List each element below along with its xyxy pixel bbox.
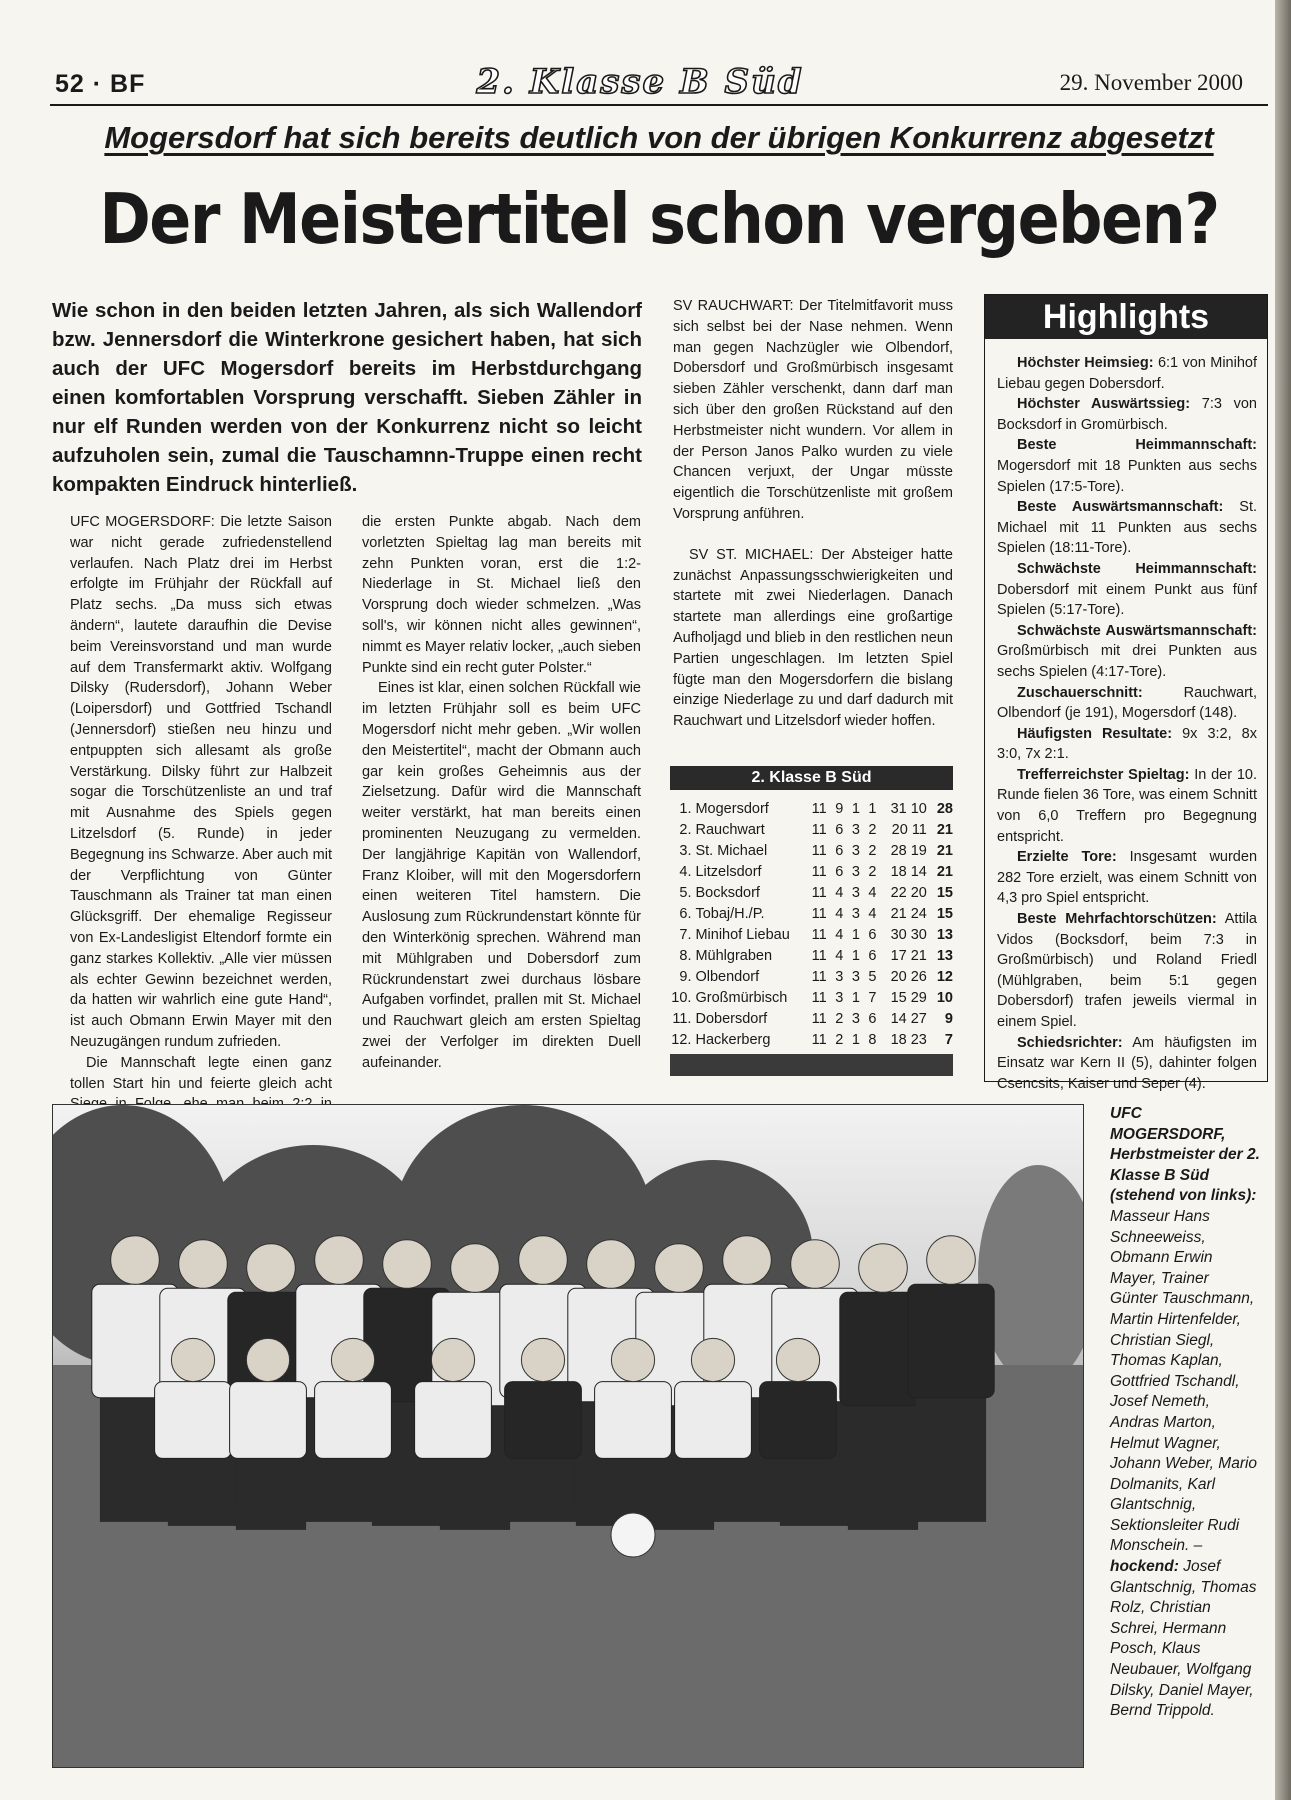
- highlight-item: [997, 724, 1257, 765]
- highlight-item: [997, 765, 1257, 847]
- standings-cell-team: Mogersdorf: [695, 800, 769, 817]
- standings-cell-g: 11: [811, 884, 827, 901]
- article-column-2: [362, 512, 641, 1074]
- table-row: [670, 945, 953, 966]
- table-row: [670, 882, 953, 903]
- standings-cell-pts: 28: [936, 800, 953, 817]
- standings-cell-l: 4: [868, 884, 877, 901]
- standings-cell-w: 4: [835, 884, 844, 901]
- article-kicker: Mogersdorf hat sich bereits deutlich von der übrigen Konkurrenz abgesetzt: [104, 120, 1214, 155]
- table-row: [670, 924, 953, 945]
- standings-cell-d: 1: [851, 947, 860, 964]
- standings-cell-rank: 4.: [679, 863, 692, 880]
- standings-cell-team: Großmürbisch: [695, 989, 788, 1006]
- photo-caption: [1110, 1104, 1260, 1722]
- standings-cell-pts: 15: [936, 905, 953, 922]
- standings-cell-rank: 11.: [672, 1010, 692, 1027]
- standings-cell-d: 3: [851, 821, 860, 838]
- highlight-text: St. Michael mit 11 Punkten aus sechs Spielen (18:11-Tore).: [997, 499, 1258, 557]
- standings-cell-l: 8: [868, 1031, 877, 1048]
- highlight-item: [997, 621, 1257, 683]
- standings-cell-team: St. Michael: [695, 842, 768, 859]
- standings-cell-g: 11: [811, 1031, 827, 1048]
- highlight-label: Höchster Heimsieg:: [1017, 355, 1154, 371]
- standings-cell-d: 3: [851, 884, 860, 901]
- standings-cell-w: 9: [835, 800, 844, 817]
- highlights-box: [984, 294, 1268, 1092]
- standings-cell-goals: 14 27: [890, 1010, 927, 1027]
- page-edge: [1275, 0, 1291, 1800]
- standings-cell-rank: 3.: [679, 842, 692, 859]
- standings-cell-g: 11: [811, 905, 827, 922]
- standings-cell-d: 3: [851, 863, 860, 880]
- highlight-item: [997, 394, 1257, 435]
- standings-cell-team: Hackerberg: [695, 1031, 771, 1048]
- highlight-text: 9x 3:2, 8x 3:0, 7x 2:1.: [997, 725, 1257, 763]
- article-paragraph: SV RAUCHWART: Der Titelmitfavorit muss sich selbst bei der Nase nehmen. Wenn man gegen Nachzügler wie Olbendorf, Dobersdorf und Großmürbisch insgesamt sieben Zähler verschenkt, dann darf man sich über den großen Rückstand auf den Herbstmeister nicht wundern. Vor allem in der Person Janos Palko wurden zu viele Chancen verjuxt, der Ungar müsste eigentlich die Torschützenliste mit großem Vorsprung anführen.: [673, 298, 953, 522]
- standings-cell-l: 7: [868, 989, 877, 1006]
- highlight-item: [997, 847, 1257, 909]
- standings-cell-d: 3: [851, 905, 860, 922]
- standings-cell-rank: 6.: [679, 905, 692, 922]
- highlight-text: Rauchwart, Olbendorf (je 191), Mogersdorf (148).: [997, 684, 1257, 722]
- team-photo: [52, 1104, 1084, 1768]
- article-column-1: [70, 512, 332, 1136]
- standings-cell-goals: 22 20: [890, 884, 927, 901]
- standings-cell-goals: 18 14: [890, 863, 927, 880]
- table-row: [670, 1029, 953, 1050]
- standings-cell-goals: 21 24: [890, 905, 927, 922]
- standings-cell-d: 1: [851, 1031, 860, 1048]
- standings-cell-w: 6: [835, 863, 844, 880]
- standings-cell-team: Dobersdorf: [695, 1010, 768, 1027]
- standings-cell-goals: 20 11: [891, 821, 927, 838]
- standings-cell-w: 2: [835, 1010, 844, 1027]
- highlight-label: Zuschauerschnitt:: [1017, 684, 1143, 701]
- highlight-label: Beste Heimmannschaft:: [1017, 437, 1257, 454]
- standings-cell-l: 2: [868, 842, 877, 859]
- standings-cell-l: 6: [868, 947, 877, 964]
- highlights-list: [985, 339, 1267, 1094]
- page-number: 52 · BF: [55, 70, 146, 98]
- highlight-text: Mogersdorf mit 18 Punkten aus sechs Spielen (17:5-Tore).: [997, 457, 1257, 495]
- standings-table: [670, 766, 953, 1076]
- standings-grid: [670, 798, 953, 1050]
- standings-cell-rank: 1.: [679, 800, 692, 817]
- standings-cell-pts: 13: [936, 947, 953, 964]
- standings-cell-w: 3: [835, 968, 844, 985]
- team-photo-illustration: [53, 1105, 1083, 1767]
- table-row: [670, 966, 953, 987]
- highlight-label: Trefferreichster Spieltag:: [1017, 766, 1190, 783]
- standings-cell-rank: 9.: [679, 968, 692, 985]
- standings-cell-goals: 17 21: [890, 947, 927, 964]
- highlight-label: Schiedsrichter:: [1017, 1034, 1123, 1051]
- standings-cell-goals: 15 29: [890, 989, 927, 1006]
- standings-cell-d: 3: [851, 1010, 860, 1027]
- standings-cell-team: Bocksdorf: [695, 884, 760, 901]
- standings-cell-pts: 10: [936, 989, 953, 1006]
- caption-standing-names: Masseur Hans Schneeweiss, Obmann Erwin Mayer, Trainer Günter Tauschmann, Martin Hirtenfelder, Christian Siegl, Thomas Kaplan, Gottfried Tschandl, Josef Nemeth, Andras Marton, Helmut Wagner, Johann Weber, Mario Dolmanits, Karl Glantschnig, Sektionsleiter Rudi Monschein. –: [1110, 1207, 1258, 1555]
- standings-cell-g: 11: [811, 968, 827, 985]
- article-paragraph: die ersten Punkte abgab. Nach dem vorletzten Spieltag lag man bereits mit zehn Punkten voran, erst die 1:2-Niederlage in St. Michael ließ den Vorsprung doch wieder schmelzen. „Was soll's, wir können nicht alles gewinnen“, nimmt es Mayer relativ locker, „auch sieben Punkte sind ein recht guter Polster.“: [362, 514, 641, 676]
- standings-cell-l: 6: [868, 926, 877, 943]
- standings-cell-w: 4: [835, 947, 844, 964]
- standings-cell-pts: 12: [936, 968, 953, 985]
- standings-cell-g: 11: [811, 947, 827, 964]
- standings-cell-team: Minihof Liebau: [695, 926, 790, 943]
- table-row: [670, 819, 953, 840]
- table-row: [670, 987, 953, 1008]
- highlight-label: Schwächste Auswärtsmannschaft:: [1017, 622, 1257, 639]
- standings-cell-team: Litzelsdorf: [695, 863, 762, 880]
- table-row: [670, 1008, 953, 1029]
- standings-cell-rank: 7.: [679, 926, 692, 943]
- standings-cell-pts: 21: [936, 821, 953, 838]
- highlight-item: [997, 435, 1257, 497]
- standings-cell-g: 11: [811, 1010, 827, 1027]
- highlight-text: In der 10. Runde fielen 36 Tore, was einem Schnitt von 6,0 Treffern pro Begegnung entspricht.: [997, 766, 1257, 845]
- standings-cell-w: 4: [835, 905, 844, 922]
- standings-cell-l: 4: [868, 905, 877, 922]
- highlight-item: [997, 559, 1257, 621]
- standings-cell-d: 1: [851, 989, 860, 1006]
- highlight-item: [997, 497, 1257, 559]
- article-lead: Wie schon in den beiden letzten Jahren, als sich Wallendorf bzw. Jennersdorf die Winterkrone gesichert haben, hat sich auch der UFC Mogersdorf bereits im Herbstdurchgang einen komfortablen Vorsprung verschafft. Sieben Zähler in nur elf Runden werden von der Konkurrenz nicht so leicht aufzuholen sein, zumal die Tauschamnn-Truppe einen recht kompakten Eindruck hinterließ.: [52, 299, 642, 496]
- table-row: [670, 798, 953, 819]
- article-paragraph: Die Mannschaft legte einen ganz tollen Start hin und feierte gleich acht: [70, 1054, 332, 1092]
- highlight-text: 7:3 von Bocksdorf in Gromürbisch.: [997, 396, 1257, 433]
- standings-cell-pts: 7: [944, 1031, 953, 1048]
- standings-cell-rank: 5.: [679, 884, 692, 901]
- highlight-text: Attila Vidos (Bocksdorf, beim 7:3 in Großmürbisch) und Roland Friedl (Mühlgraben, beim 5:1 gegen Dobersdorf) trafen jeweils viermal in einem Spiel.: [997, 911, 1257, 1030]
- standings-cell-g: 11: [811, 821, 827, 838]
- issue-date: 29. November 2000: [1059, 70, 1243, 95]
- standings-cell-rank: 10.: [671, 989, 692, 1006]
- highlight-text: Insgesamt wurden 282 Tore erzielt, was einem Schnitt von 4,3 pro Spiel entspricht.: [997, 849, 1258, 907]
- table-row: [670, 903, 953, 924]
- standings-cell-d: 3: [851, 968, 860, 985]
- highlight-label: Schwächste Heimmannschaft:: [1017, 560, 1257, 577]
- caption-kneeling-label: hockend:: [1110, 1558, 1179, 1576]
- article-paragraph: UFC MOGERSDORF: Die letzte Saison war nicht gerade zufriedenstellend verlaufen. Nach Platz drei im Herbst erfolgte im Frühjahr der Rückfall auf Platz sechs. „Da muss sich etwas ändern“, lautete daraufhin die Devise beim Vereinsvorstand und man wurde auf dem Transfermarkt aktiv. Wolfgang Dilsky (Rudersdorf), Johann Weber (Loipersdorf) und Gottfried Tschandl (Jennersdorf) stießen neu hinzu und entpuppten sich allesamt als große Verstärkung. Dilsky führt zur Halbzeit sogar die Torschützenliste an und traf mit Ausnahme des Spiels gegen Litzelsdorf (5. Runde) in jeder Begegnung ins Schwarze. Aber auch mit der Verpflichtung von Günter Tauschmann als Trainer tat man einen Glücksgriff. Der ehemalige Regisseur von Ex-Landesligist Eltendorf formte ein ganz starkes Kollektiv. „Alle vier müssen als echter Gewinn bezeichnet werden, da hatten wir wahrlich eine gute Hand“, ist auch Obmann Erwin Mayer mit den Neuzugängen rundum zufrieden.: [70, 514, 332, 1050]
- highlight-text: Dobersdorf mit einem Punkt aus fünf Spielen (5:17-Tore).: [997, 581, 1257, 619]
- standings-cell-w: 6: [835, 842, 844, 859]
- header-rule: [50, 104, 1268, 106]
- standings-cell-rank: 2.: [679, 821, 692, 838]
- highlight-label: Häufigsten Resultate:: [1017, 725, 1173, 742]
- standings-cell-team: Olbendorf: [695, 968, 760, 985]
- highlight-label: Erzielte Tore:: [1017, 849, 1117, 866]
- highlight-label: Höchster Auswärtssieg:: [1017, 396, 1191, 413]
- standings-cell-d: 1: [851, 926, 860, 943]
- caption-lead: UFC MOGERSDORF, Herbstmeister der 2. Klasse B Süd: [1110, 1105, 1260, 1184]
- standings-cell-w: 6: [835, 821, 844, 838]
- standings-cell-l: 5: [868, 968, 877, 985]
- standings-cell-l: 1: [868, 800, 877, 817]
- standings-cell-l: 2: [868, 821, 877, 838]
- standings-cell-rank: 8.: [679, 947, 692, 964]
- highlight-text: 6:1 von Minihof Liebau gegen Dobersdorf.: [997, 355, 1257, 392]
- highlight-item: [997, 909, 1257, 1033]
- standings-cell-goals: 18 23: [890, 1031, 927, 1048]
- standings-cell-l: 2: [868, 863, 877, 880]
- highlight-text: Am häufigsten im Einsatz war Kern II (5), dahinter folgen Csencsits, Kaiser und Seper (4).: [997, 1034, 1257, 1092]
- standings-cell-w: 4: [835, 926, 844, 943]
- article-column-3: [673, 296, 953, 732]
- table-row: [670, 861, 953, 882]
- standings-cell-g: 11: [811, 863, 827, 880]
- standings-cell-goals: 31 10: [890, 800, 927, 817]
- standings-cell-pts: 13: [936, 926, 953, 943]
- caption-kneeling-names: Josef Glantschnig, Thomas Rolz, Christian Schrei, Hermann Posch, Klaus Neubauer, Wolfgang Dilsky, Daniel Mayer, Bernd Trippold.: [1110, 1558, 1257, 1720]
- standings-cell-pts: 15: [936, 884, 953, 901]
- standings-cell-goals: 20 26: [890, 968, 927, 985]
- table-row: [670, 840, 953, 861]
- standings-cell-team: Rauchwart: [695, 821, 765, 838]
- standings-cell-d: 3: [851, 842, 860, 859]
- standings-cell-team: Tobaj/H./P.: [695, 905, 765, 922]
- article-headline: Der Meistertitel schon vergeben?: [99, 178, 1219, 260]
- standings-cell-rank: 12.: [671, 1031, 692, 1048]
- highlight-item: [997, 353, 1257, 394]
- standings-cell-team: Mühlgraben: [695, 947, 773, 964]
- standings-cell-g: 11: [811, 926, 827, 943]
- standings-cell-goals: 28 19: [890, 842, 927, 859]
- standings-title: 2. Klasse B Süd: [670, 766, 953, 790]
- highlight-label: Beste Mehrfachtorschützen:: [1017, 911, 1217, 928]
- highlights-title: Highlights: [985, 295, 1267, 339]
- caption-standing-label: (stehend von links):: [1110, 1187, 1257, 1205]
- standings-cell-pts: 21: [936, 842, 953, 859]
- article-paragraph: SV ST. MICHAEL: Der Absteiger hatte zunächst Anpassungsschwierigkeiten und startete mit zwei Niederlagen. Danach startete man allerdings eine großartige Aufholjagd und blieb in den restlichen neun Partien ungeschlagen. Im letzten Spiel fügte man den Mogersdorfern die bislang einzige Niederlage zu und darf dadurch mit Rauchwart und Litzelsdorf wieder hoffen.: [673, 546, 953, 730]
- standings-cell-g: 11: [811, 989, 827, 1006]
- standings-cell-g: 11: [811, 800, 827, 817]
- section-title: 2. Klasse B Süd: [476, 62, 804, 102]
- highlight-item: [997, 683, 1257, 724]
- standings-cell-l: 6: [868, 1010, 877, 1027]
- standings-cell-w: 2: [835, 1031, 844, 1048]
- standings-cell-pts: 9: [944, 1010, 953, 1027]
- standings-footer-bar: [670, 1054, 953, 1076]
- highlight-text: Großmürbisch mit drei Punkten aus sechs Spielen (4:17-Tore).: [997, 643, 1257, 680]
- standings-cell-pts: 21: [936, 863, 953, 880]
- highlight-item: [997, 1033, 1257, 1095]
- article-paragraph: Eines ist klar, einen solchen Rückfall wie im letzten Frühjahr soll es beim UFC Mogersdorf nicht mehr geben. „Wir wollen den Meistertitel“, macht der Obmann auch gar kein großes Geheimnis aus der Zielsetzung. Dafür wird die Mannschaft weiter verstärkt, hat man bereits einen prominenten Neuzugang zu vermelden. Der langjährige Kapitän von Wallendorf, Franz Kloiber, will mit den Mogersdorfern einen weiteren Titel hamstern. Die Auslosung zum Rückrundenstart könnte für den Winterkönig sprechen. Während man mit Mühlgraben und Dobersdorf zum Rückrundenstart zwei durchaus lösbare Aufgaben vorfindet, prallen mit St. Michael und Rauchwart gleich am ersten Spieltag zwei der Verfolger im direkten Duell aufeinander.: [362, 680, 641, 1071]
- standings-cell-w: 3: [835, 989, 844, 1006]
- highlight-label: Beste Auswärtsmannschaft:: [1017, 499, 1224, 516]
- standings-cell-goals: 30 30: [890, 926, 927, 943]
- standings-cell-d: 1: [851, 800, 860, 817]
- standings-cell-g: 11: [811, 842, 827, 859]
